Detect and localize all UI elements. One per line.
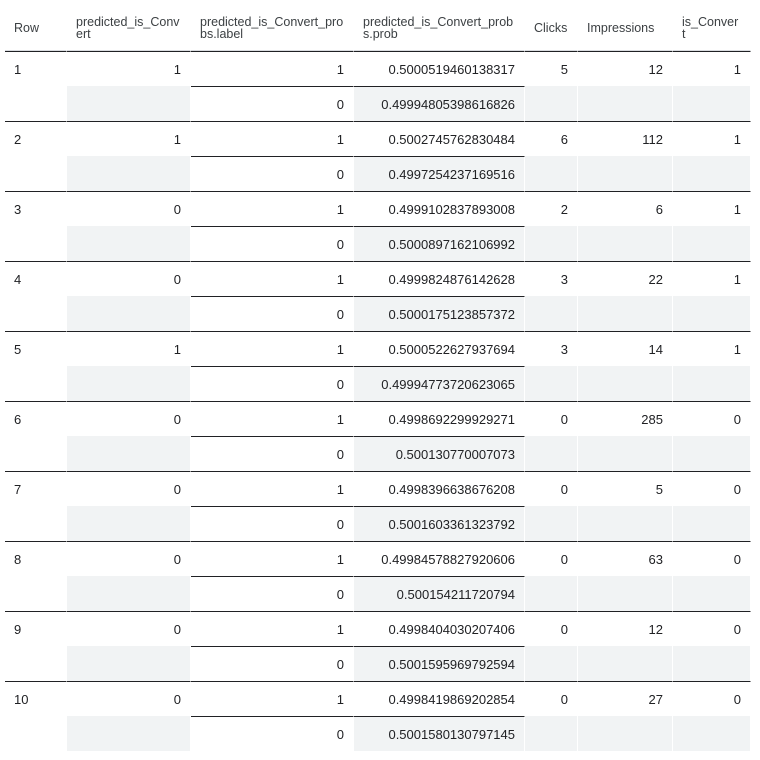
prob-cell: 0.500154211720794 <box>354 576 525 611</box>
label-cell: 1 <box>191 191 354 226</box>
clicks-cell: 0 <box>525 401 578 436</box>
prob-cell: 0.500130770007073 <box>354 436 525 471</box>
is-convert-cell-empty <box>673 296 751 331</box>
label-cell: 1 <box>191 611 354 646</box>
prob-cell: 0.49994773720623065 <box>354 366 525 401</box>
prob-cell: 0.4999102837893008 <box>354 191 525 226</box>
is-convert-cell: 0 <box>673 611 751 646</box>
row-number: 5 <box>5 331 67 401</box>
impressions-cell: 22 <box>578 261 673 296</box>
impressions-cell-empty <box>578 576 673 611</box>
clicks-cell: 0 <box>525 611 578 646</box>
predicted-cell-empty <box>67 86 191 121</box>
column-header-label: predicted_is_Convert_probs.label <box>200 15 344 41</box>
predicted-cell: 0 <box>67 681 191 716</box>
is-convert-cell-empty <box>673 436 751 471</box>
is-convert-cell: 0 <box>673 471 751 506</box>
clicks-cell: 0 <box>525 471 578 506</box>
impressions-cell: 6 <box>578 191 673 226</box>
label-cell: 0 <box>191 576 354 611</box>
label-cell: 0 <box>191 156 354 191</box>
label-header[interactable] <box>191 5 354 51</box>
clicks-cell-empty <box>525 506 578 541</box>
impressions-cell-empty <box>578 226 673 261</box>
is-convert-cell: 0 <box>673 541 751 576</box>
clicks-cell-empty <box>525 226 578 261</box>
predicted-cell-empty <box>67 366 191 401</box>
impressions-cell-empty <box>578 506 673 541</box>
predicted-cell: 1 <box>67 121 191 156</box>
predicted-cell-empty <box>67 296 191 331</box>
is-convert-cell-empty <box>673 156 751 191</box>
is-convert-cell: 0 <box>673 401 751 436</box>
impressions-cell-empty <box>578 366 673 401</box>
row-number: 3 <box>5 191 67 261</box>
is-convert-cell: 1 <box>673 121 751 156</box>
row-number: 6 <box>5 401 67 471</box>
prob-cell: 0.5002745762830484 <box>354 121 525 156</box>
prob-cell: 0.5001580130797145 <box>354 716 525 751</box>
impressions-cell-empty <box>578 156 673 191</box>
column-header-label: predicted_is_Convert <box>76 15 180 41</box>
clicks-header[interactable] <box>525 5 578 51</box>
impressions-header[interactable] <box>578 5 673 51</box>
predicted-cell-empty <box>67 716 191 751</box>
impressions-cell-empty <box>578 296 673 331</box>
prob-cell: 0.4998419869202854 <box>354 681 525 716</box>
predicted-cell: 0 <box>67 471 191 506</box>
predicted-header[interactable] <box>67 5 191 51</box>
predicted-cell: 1 <box>67 331 191 366</box>
clicks-cell-empty <box>525 366 578 401</box>
is-convert-cell: 0 <box>673 681 751 716</box>
prob-cell: 0.5000522627937694 <box>354 331 525 366</box>
is-convert-cell-empty <box>673 366 751 401</box>
prob-cell: 0.4997254237169516 <box>354 156 525 191</box>
impressions-cell: 285 <box>578 401 673 436</box>
impressions-cell: 27 <box>578 681 673 716</box>
predicted-cell: 0 <box>67 191 191 226</box>
clicks-cell-empty <box>525 716 578 751</box>
label-cell: 1 <box>191 51 354 86</box>
prob-header[interactable] <box>354 5 525 51</box>
predicted-cell-empty <box>67 506 191 541</box>
predicted-cell-empty <box>67 156 191 191</box>
predicted-cell-empty <box>67 436 191 471</box>
row-header[interactable] <box>5 5 67 51</box>
prob-cell: 0.49994805398616826 <box>354 86 525 121</box>
clicks-cell: 6 <box>525 121 578 156</box>
clicks-cell-empty <box>525 646 578 681</box>
predicted-cell: 1 <box>67 51 191 86</box>
is-convert-cell-empty <box>673 506 751 541</box>
impressions-cell: 12 <box>578 611 673 646</box>
clicks-cell-empty <box>525 156 578 191</box>
label-cell: 1 <box>191 121 354 156</box>
prob-cell: 0.5001595969792594 <box>354 646 525 681</box>
label-cell: 1 <box>191 471 354 506</box>
column-header-label: Row <box>14 20 40 35</box>
impressions-cell: 112 <box>578 121 673 156</box>
impressions-cell-empty <box>578 436 673 471</box>
label-cell: 0 <box>191 506 354 541</box>
clicks-cell-empty <box>525 86 578 121</box>
prob-cell: 0.4998404030207406 <box>354 611 525 646</box>
is-convert-header[interactable] <box>673 5 751 51</box>
prob-cell: 0.4999824876142628 <box>354 261 525 296</box>
column-header-label: is_Convert <box>682 14 739 41</box>
predicted-cell: 0 <box>67 261 191 296</box>
column-header-label: predicted_is_Convert_probs.prob <box>363 15 514 41</box>
impressions-cell: 12 <box>578 51 673 86</box>
label-cell: 0 <box>191 226 354 261</box>
label-cell: 0 <box>191 436 354 471</box>
is-convert-cell: 1 <box>673 191 751 226</box>
impressions-cell: 14 <box>578 331 673 366</box>
prob-cell: 0.5000519460138317 <box>354 51 525 86</box>
is-convert-cell-empty <box>673 646 751 681</box>
column-header-label: Impressions <box>587 20 655 35</box>
prob-cell: 0.4998396638676208 <box>354 471 525 506</box>
row-number: 9 <box>5 611 67 681</box>
row-number: 1 <box>5 51 67 121</box>
impressions-cell-empty <box>578 716 673 751</box>
label-cell: 0 <box>191 296 354 331</box>
row-number: 8 <box>5 541 67 611</box>
label-cell: 1 <box>191 681 354 716</box>
row-number: 2 <box>5 121 67 191</box>
results-table <box>5 5 751 751</box>
prob-cell: 0.5001603361323792 <box>354 506 525 541</box>
row-number: 4 <box>5 261 67 331</box>
predicted-cell-empty <box>67 226 191 261</box>
column-header-label: Clicks <box>534 20 568 35</box>
predicted-cell-empty <box>67 646 191 681</box>
predicted-cell: 0 <box>67 541 191 576</box>
label-cell: 0 <box>191 716 354 751</box>
is-convert-cell-empty <box>673 226 751 261</box>
label-cell: 1 <box>191 331 354 366</box>
prob-cell: 0.49984578827920606 <box>354 541 525 576</box>
label-cell: 1 <box>191 401 354 436</box>
clicks-cell: 0 <box>525 681 578 716</box>
is-convert-cell: 1 <box>673 331 751 366</box>
clicks-cell-empty <box>525 436 578 471</box>
clicks-cell: 2 <box>525 191 578 226</box>
label-cell: 1 <box>191 261 354 296</box>
impressions-cell-empty <box>578 86 673 121</box>
impressions-cell: 5 <box>578 471 673 506</box>
prob-cell: 0.5000897162106992 <box>354 226 525 261</box>
row-number: 10 <box>5 681 67 751</box>
is-convert-cell: 1 <box>673 261 751 296</box>
prob-cell: 0.4998692299929271 <box>354 401 525 436</box>
clicks-cell: 3 <box>525 331 578 366</box>
clicks-cell-empty <box>525 296 578 331</box>
predicted-cell-empty <box>67 576 191 611</box>
label-cell: 0 <box>191 646 354 681</box>
impressions-cell: 63 <box>578 541 673 576</box>
predicted-cell: 0 <box>67 401 191 436</box>
is-convert-cell-empty <box>673 86 751 121</box>
predicted-cell: 0 <box>67 611 191 646</box>
clicks-cell-empty <box>525 576 578 611</box>
prob-cell: 0.5000175123857372 <box>354 296 525 331</box>
is-convert-cell-empty <box>673 576 751 611</box>
is-convert-cell-empty <box>673 716 751 751</box>
row-number: 7 <box>5 471 67 541</box>
label-cell: 0 <box>191 86 354 121</box>
label-cell: 0 <box>191 366 354 401</box>
clicks-cell: 5 <box>525 51 578 86</box>
clicks-cell: 3 <box>525 261 578 296</box>
impressions-cell-empty <box>578 646 673 681</box>
clicks-cell: 0 <box>525 541 578 576</box>
is-convert-cell: 1 <box>673 51 751 86</box>
label-cell: 1 <box>191 541 354 576</box>
